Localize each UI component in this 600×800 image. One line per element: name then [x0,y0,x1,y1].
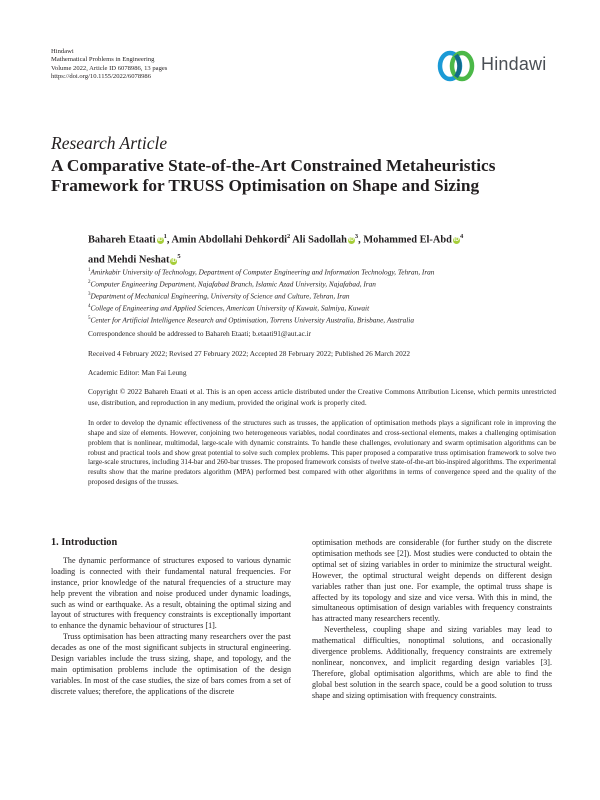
orcid-icon[interactable]: iD [157,237,163,244]
affiliation [88,266,434,278]
affiliation-number: 3 [88,292,91,298]
hindawi-logo-icon [437,49,479,83]
affiliation [88,302,434,314]
author-name: Bahareh Etaati [88,234,156,246]
affiliation-number: 5 [88,316,91,322]
affiliation-number: 2 [88,280,91,286]
doi-link[interactable]: https://doi.org/10.1155/2022/6078986 [51,73,152,81]
orcid-icon[interactable]: iD [171,257,177,264]
author-name: Mehdi Neshat [107,254,170,266]
journal-info [51,48,167,82]
affiliation-number: 1 [88,268,91,273]
affiliation-text: College of Engineering and Applied Sciences, American University of Kuwait, Salmiya, Kuwait [90,303,370,313]
body-paragraph: Truss optimisation has been attracting many researchers over the past decades as one of the most significant subjects in structural engineering. Design variables include the truss sizing, shape, and topology, and the main optimisation problems include the optimisation of the design variables. In most of the case studies, the size of bars comes from a set of discrete values; therefore, the applications of the discrete [51,632,291,696]
author-affil-ref: 1 [163,233,167,240]
body-paragraph: optimisation methods are considerable (for further study on the discrete optimisation methods see [2]). Most studies were conducted to obtain the optimal set of sizing variables in order to minimize the structural weight. However, the optimal structural weight depends on different design variables rather than just one. For example, the optimal truss shape is affected by its topology and size and vice versa. With this in mind, the simultaneous optimisation of design variables with frequency constraints has attracted many researchers recently. [312,538,552,624]
correspondence: Correspondence should be addressed to Bahareh Etaati; b.etaati91@aut.ac.ir [88,329,312,338]
affiliation-text: Center for Artificial Intelligence Research and Optimisation, Torrens University Australia, Brisbane, Australia [90,315,414,325]
author-affil-ref: 2 [287,233,291,240]
article-type: Research Article [51,133,168,153]
copyright-notice: Copyright © 2022 Bahareh Etaati et al. This is an open access article distributed under the Creative Commons Attribution License, which permits unrestricted use, distribution, and reproduction in any medium, provided the original work is properly cited. [88,387,556,407]
affiliation-number: 4 [88,304,91,310]
author-name: Ali Sadollah [292,234,347,246]
orcid-icon[interactable]: iD [453,237,459,244]
affiliation-text: Computer Engineering Department, Najafabad Branch, Islamic Azad University, Najafabad, Iran [90,279,376,289]
logo-text: Hindawi [481,54,547,74]
body-paragraph: The dynamic performance of structures exposed to various dynamic loading is connected with their fundamental natural frequencies. For instance, prior knowledge of the natural frequencies of a structure may help prevent the vibration and noise produced under dynamic loadings, such as wind or earthquake. As a result, obtaining the optimal sizing and layout of structures with frequency constraints is exceptionally important to enhance the dynamic behaviour of structures [1]. [51,555,291,631]
body-paragraph: Nevertheless, coupling shape and sizing variables may lead to mathematical difficulties, nonoptimal solutions, and occasionally divergence problems. Additionally, frequency constraints are extremely nonlinear, nonconvex, and implicit regarding design variables [3]. Therefore, global optimisation algorithms, which are able to find the global best solution in the search space, could be a good solution to truss shape and sizing optimisation with frequency constraints. [312,625,552,700]
author-affil-ref: 4 [459,233,464,240]
affiliation-list [88,266,434,326]
intro-left-column [51,538,291,698]
author-list: Bahareh Etaati $iD^1$, Amin Abdollahi Dehkordi$^2$ Ali Sadollah $iD^3$, Mohammed El-Abd $iD^4$ and Mehdi Neshat $iD^5$ [88,233,464,266]
paper-title: A Comparative State-of-the-Art Constrained Metaheuristics Framework for TRUSS Optimisation on Shape and Sizing [51,156,496,195]
hindawi-logo[interactable] [437,49,557,83]
author-affil-ref: 3 [354,233,359,240]
section-heading: 1. Introduction [51,537,118,548]
publication-dates: Received 4 February 2022; Revised 27 February 2022; Accepted 28 February 2022; Published 26 March 2022 [88,349,411,358]
author-affil-ref: 5 [177,253,181,261]
affiliation [88,278,434,290]
abstract: In order to develop the dynamic effectiveness of the structures such as trusses, the application of optimisation methods plays a significant role in improving the shape and size of elements. However, conjoining two heterogeneous variables, nodal coordinates and cross-sectional elements, makes a challenging optimisation problem that is nonlinear, multimodal, large-scale with dynamic constraints. To handle these challenges, evolutionary and swarm optimisation algorithms can be robust and practical tools and show great potential to solve such complex problems. This paper proposed a comparative truss optimisation framework to solve two large-scale structures, including 314-bar and 260-bar trusses. The proposed framework consists of twelve state-of-the-art bio-inspired algorithms. The experimental results show that the marine predators algorithm (MPA) performed best compared with other algorithms in terms of convergence speed and the quality of the proposed designs of the trusses. [88,419,556,487]
author-name: Amin Abdollahi Dehkordi [171,234,287,246]
affiliation [88,290,434,302]
intro-right-column [312,538,552,702]
academic-editor: Academic Editor: Man Fai Leung [88,368,187,377]
journal-name: Mathematical Problems in Engineering [51,56,155,64]
affiliation [88,314,434,326]
volume-info: Volume 2022, Article ID 6078986, 13 pages [51,64,168,72]
publisher-name: Hindawi [51,48,74,55]
affiliation-text: Department of Mechanical Engineering, University of Science and Culture, Tehran, Iran [90,291,350,301]
affiliation-text: Amirkabir University of Technology, Department of Computer Engineering and Information Technology, Tehran, Iran [90,267,435,277]
author-name: Mohammed El-Abd [363,234,452,246]
orcid-icon[interactable]: iD [348,237,354,244]
